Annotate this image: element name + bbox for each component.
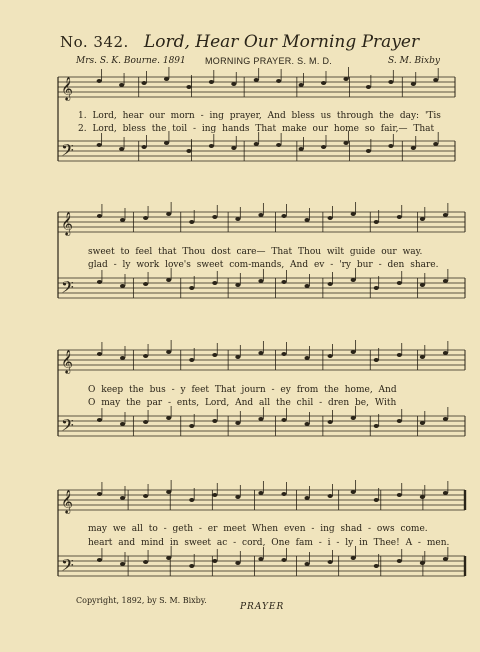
system-3-bass-note — [212, 419, 217, 423]
system-4-bass-note — [212, 559, 217, 563]
system-3-bass-note — [235, 421, 240, 425]
system-2-bass-note — [212, 281, 217, 285]
system-1-bass-note — [186, 149, 191, 153]
system-2-treble-note — [443, 213, 448, 217]
system-4-bass-note — [351, 556, 356, 560]
system-4-bass-note — [420, 561, 425, 565]
system-1-treble-note — [276, 79, 281, 83]
system-2-treble-note — [420, 217, 425, 221]
system-4-bass-clef: 𝄢 — [61, 555, 74, 579]
system-4-bass-note — [443, 557, 448, 561]
system-3-treble-note — [97, 352, 102, 356]
system-1-bass-note — [321, 145, 326, 149]
author-credit: Mrs. S. K. Bourne. 1891 — [76, 56, 186, 66]
system-2-treble-note — [189, 220, 194, 224]
system-2-treble-note — [97, 214, 102, 218]
system-4-treble-note — [120, 496, 125, 500]
system-4-bass-note — [328, 560, 333, 564]
verse-1-line-system-2: sweet to feel that Thou dost care— That Thou wilt guide our way. — [88, 247, 423, 257]
system-2-treble-note — [374, 220, 379, 224]
system-4-bass-note — [281, 558, 286, 562]
system-1-bass-note — [209, 144, 214, 148]
system-4-treble-note — [189, 498, 194, 502]
system-3-treble-note — [212, 353, 217, 357]
system-4-treble-note — [351, 490, 356, 494]
system-4-treble-note — [443, 491, 448, 495]
system-4-bass-note — [97, 558, 102, 562]
system-4-treble-note — [281, 492, 286, 496]
system-1-treble-note — [433, 78, 438, 82]
verse-2-line-system-2: glad - ly work love's sweet com-mands, And ev - 'ry bur - den share. — [88, 260, 439, 270]
verse-2-line-system-1: 2. Lord, bless the toil - ing hands That make our home so fair,— That — [78, 124, 435, 134]
system-4-bass-note — [143, 560, 148, 564]
system-3-bass-note — [397, 419, 402, 423]
system-2-bass-note — [166, 278, 171, 282]
system-1-bass-note — [343, 141, 348, 145]
system-4-treble-clef: 𝄞 — [61, 489, 73, 513]
system-4-treble-note — [212, 493, 217, 497]
system-2-treble-note — [397, 215, 402, 219]
system-1-treble-note — [209, 80, 214, 84]
copyright-notice: Copyright, 1892, by S. M. Bixby. — [76, 596, 207, 605]
system-2-treble-note — [351, 212, 356, 216]
system-2-bass-note — [420, 283, 425, 287]
system-2-bass-note — [304, 284, 309, 288]
system-1-bass-note — [119, 147, 124, 151]
verse-2-line-system-4: heart and mind in sweet ac - cord, One fam - i - ly in Thee! A - men. — [88, 538, 450, 548]
system-1-bass-note — [411, 146, 416, 150]
system-2-bass-note — [258, 279, 263, 283]
system-4-treble-note — [143, 494, 148, 498]
system-1-bass-note — [433, 142, 438, 146]
topic-label: PRAYER — [240, 602, 285, 612]
system-1-treble-note — [186, 85, 191, 89]
system-3-bass-note — [189, 424, 194, 428]
system-3-treble-note — [328, 354, 333, 358]
system-3-bass-note — [166, 416, 171, 420]
system-2-treble-note — [328, 216, 333, 220]
system-4-treble-note — [397, 493, 402, 497]
system-1-bass-note — [231, 146, 236, 150]
system-3-treble-note — [235, 355, 240, 359]
system-2-bass-note — [143, 282, 148, 286]
system-3-treble-note — [443, 351, 448, 355]
system-4-bass-note — [235, 561, 240, 565]
system-3-treble-note — [374, 358, 379, 362]
system-2-treble-note — [304, 218, 309, 222]
system-3-bass-note — [281, 418, 286, 422]
system-3-treble-note — [397, 353, 402, 357]
system-3-treble-note — [281, 352, 286, 356]
verse-2-line-system-3: O may the par - ents, Lord, And all the chil - dren be, With — [88, 398, 397, 408]
system-1-treble-note — [254, 78, 259, 82]
system-2-treble-note — [143, 216, 148, 220]
system-1-treble-note — [299, 83, 304, 87]
system-3-bass-note — [443, 417, 448, 421]
system-1-treble-note — [141, 81, 146, 85]
system-2-bass-note — [120, 284, 125, 288]
system-2-bass-clef: 𝄢 — [61, 277, 74, 301]
system-1-treble-note — [388, 80, 393, 84]
system-1-bass-note — [388, 144, 393, 148]
system-2-bass-note — [397, 281, 402, 285]
system-4-bass-note — [397, 559, 402, 563]
system-2-bass-note — [189, 286, 194, 290]
system-4-treble-note — [235, 495, 240, 499]
system-1-treble-note — [231, 82, 236, 86]
system-2-bass-note — [235, 283, 240, 287]
system-1-treble-clef: 𝄞 — [61, 76, 73, 100]
system-4-bass-note — [374, 564, 379, 568]
system-1-treble-note — [164, 77, 169, 81]
system-3-bass-note — [351, 416, 356, 420]
system-2-bass-note — [328, 282, 333, 286]
system-3-treble-note — [143, 354, 148, 358]
system-1-bass-note — [97, 143, 102, 147]
system-2-treble-note — [281, 214, 286, 218]
system-3-bass-note — [304, 422, 309, 426]
hymn-title: Lord, Hear Our Morning Prayer — [143, 32, 420, 52]
system-1-treble-note — [321, 81, 326, 85]
system-3-treble-note — [351, 350, 356, 354]
system-3-bass-note — [420, 421, 425, 425]
system-1-bass-clef: 𝄢 — [61, 140, 74, 164]
verse-1-line-system-4: may we all to - geth - er meet When even - ing shad - ows come. — [88, 524, 428, 534]
system-3-treble-clef: 𝄞 — [61, 349, 73, 373]
system-4-bass-note — [189, 564, 194, 568]
system-4-treble-note — [420, 495, 425, 499]
system-2-bass-note — [351, 278, 356, 282]
system-2-bass-note — [97, 280, 102, 284]
system-3-treble-note — [304, 356, 309, 360]
system-4-bass-note — [304, 562, 309, 566]
system-1-bass-note — [366, 149, 371, 153]
system-2-treble-clef: 𝄞 — [61, 211, 73, 235]
system-1-bass-note — [141, 145, 146, 149]
system-4-bass-note — [120, 562, 125, 566]
system-3-treble-note — [166, 350, 171, 354]
hymn-number: No. 342. — [60, 33, 129, 51]
system-4-treble-note — [97, 492, 102, 496]
system-3-bass-note — [97, 418, 102, 422]
system-1-treble-note — [343, 77, 348, 81]
system-1-treble-note — [411, 82, 416, 86]
system-1-bass-note — [299, 147, 304, 151]
system-3-bass-note — [328, 420, 333, 424]
system-1-bass-note — [164, 141, 169, 145]
system-3-bass-note — [258, 417, 263, 421]
system-2-treble-note — [120, 218, 125, 222]
verse-1-line-system-3: O keep the bus - y feet That journ - ey from the home, And — [88, 385, 397, 395]
system-4-treble-note — [304, 496, 309, 500]
system-2-bass-note — [374, 286, 379, 290]
system-3-treble-note — [258, 351, 263, 355]
system-4-bass-note — [258, 557, 263, 561]
system-1-treble-note — [97, 79, 102, 83]
system-2-bass-note — [443, 279, 448, 283]
system-3-bass-note — [374, 424, 379, 428]
system-4-treble-note — [374, 498, 379, 502]
composer-credit: S. M. Bixby — [388, 56, 440, 66]
system-2-treble-note — [258, 213, 263, 217]
system-1-bass-note — [254, 142, 259, 146]
system-2-bass-note — [281, 280, 286, 284]
system-3-bass-note — [120, 422, 125, 426]
system-3-bass-clef: 𝄢 — [61, 415, 74, 439]
system-2-treble-note — [166, 212, 171, 216]
system-2-treble-note — [212, 215, 217, 219]
system-2-treble-note — [235, 217, 240, 221]
system-1-treble-note — [366, 85, 371, 89]
system-1-treble-note — [119, 83, 124, 87]
tune-name: MORNING PRAYER. S. M. D. — [205, 56, 333, 66]
system-4-treble-note — [258, 491, 263, 495]
system-3-treble-note — [189, 358, 194, 362]
system-4-treble-note — [328, 494, 333, 498]
system-1-bass-note — [276, 143, 281, 147]
system-3-treble-note — [120, 356, 125, 360]
system-3-treble-note — [420, 355, 425, 359]
verse-1-line-system-1: 1. Lord, hear our morn - ing prayer, And bless us through the day: 'Tis — [78, 111, 441, 121]
system-3-bass-note — [143, 420, 148, 424]
